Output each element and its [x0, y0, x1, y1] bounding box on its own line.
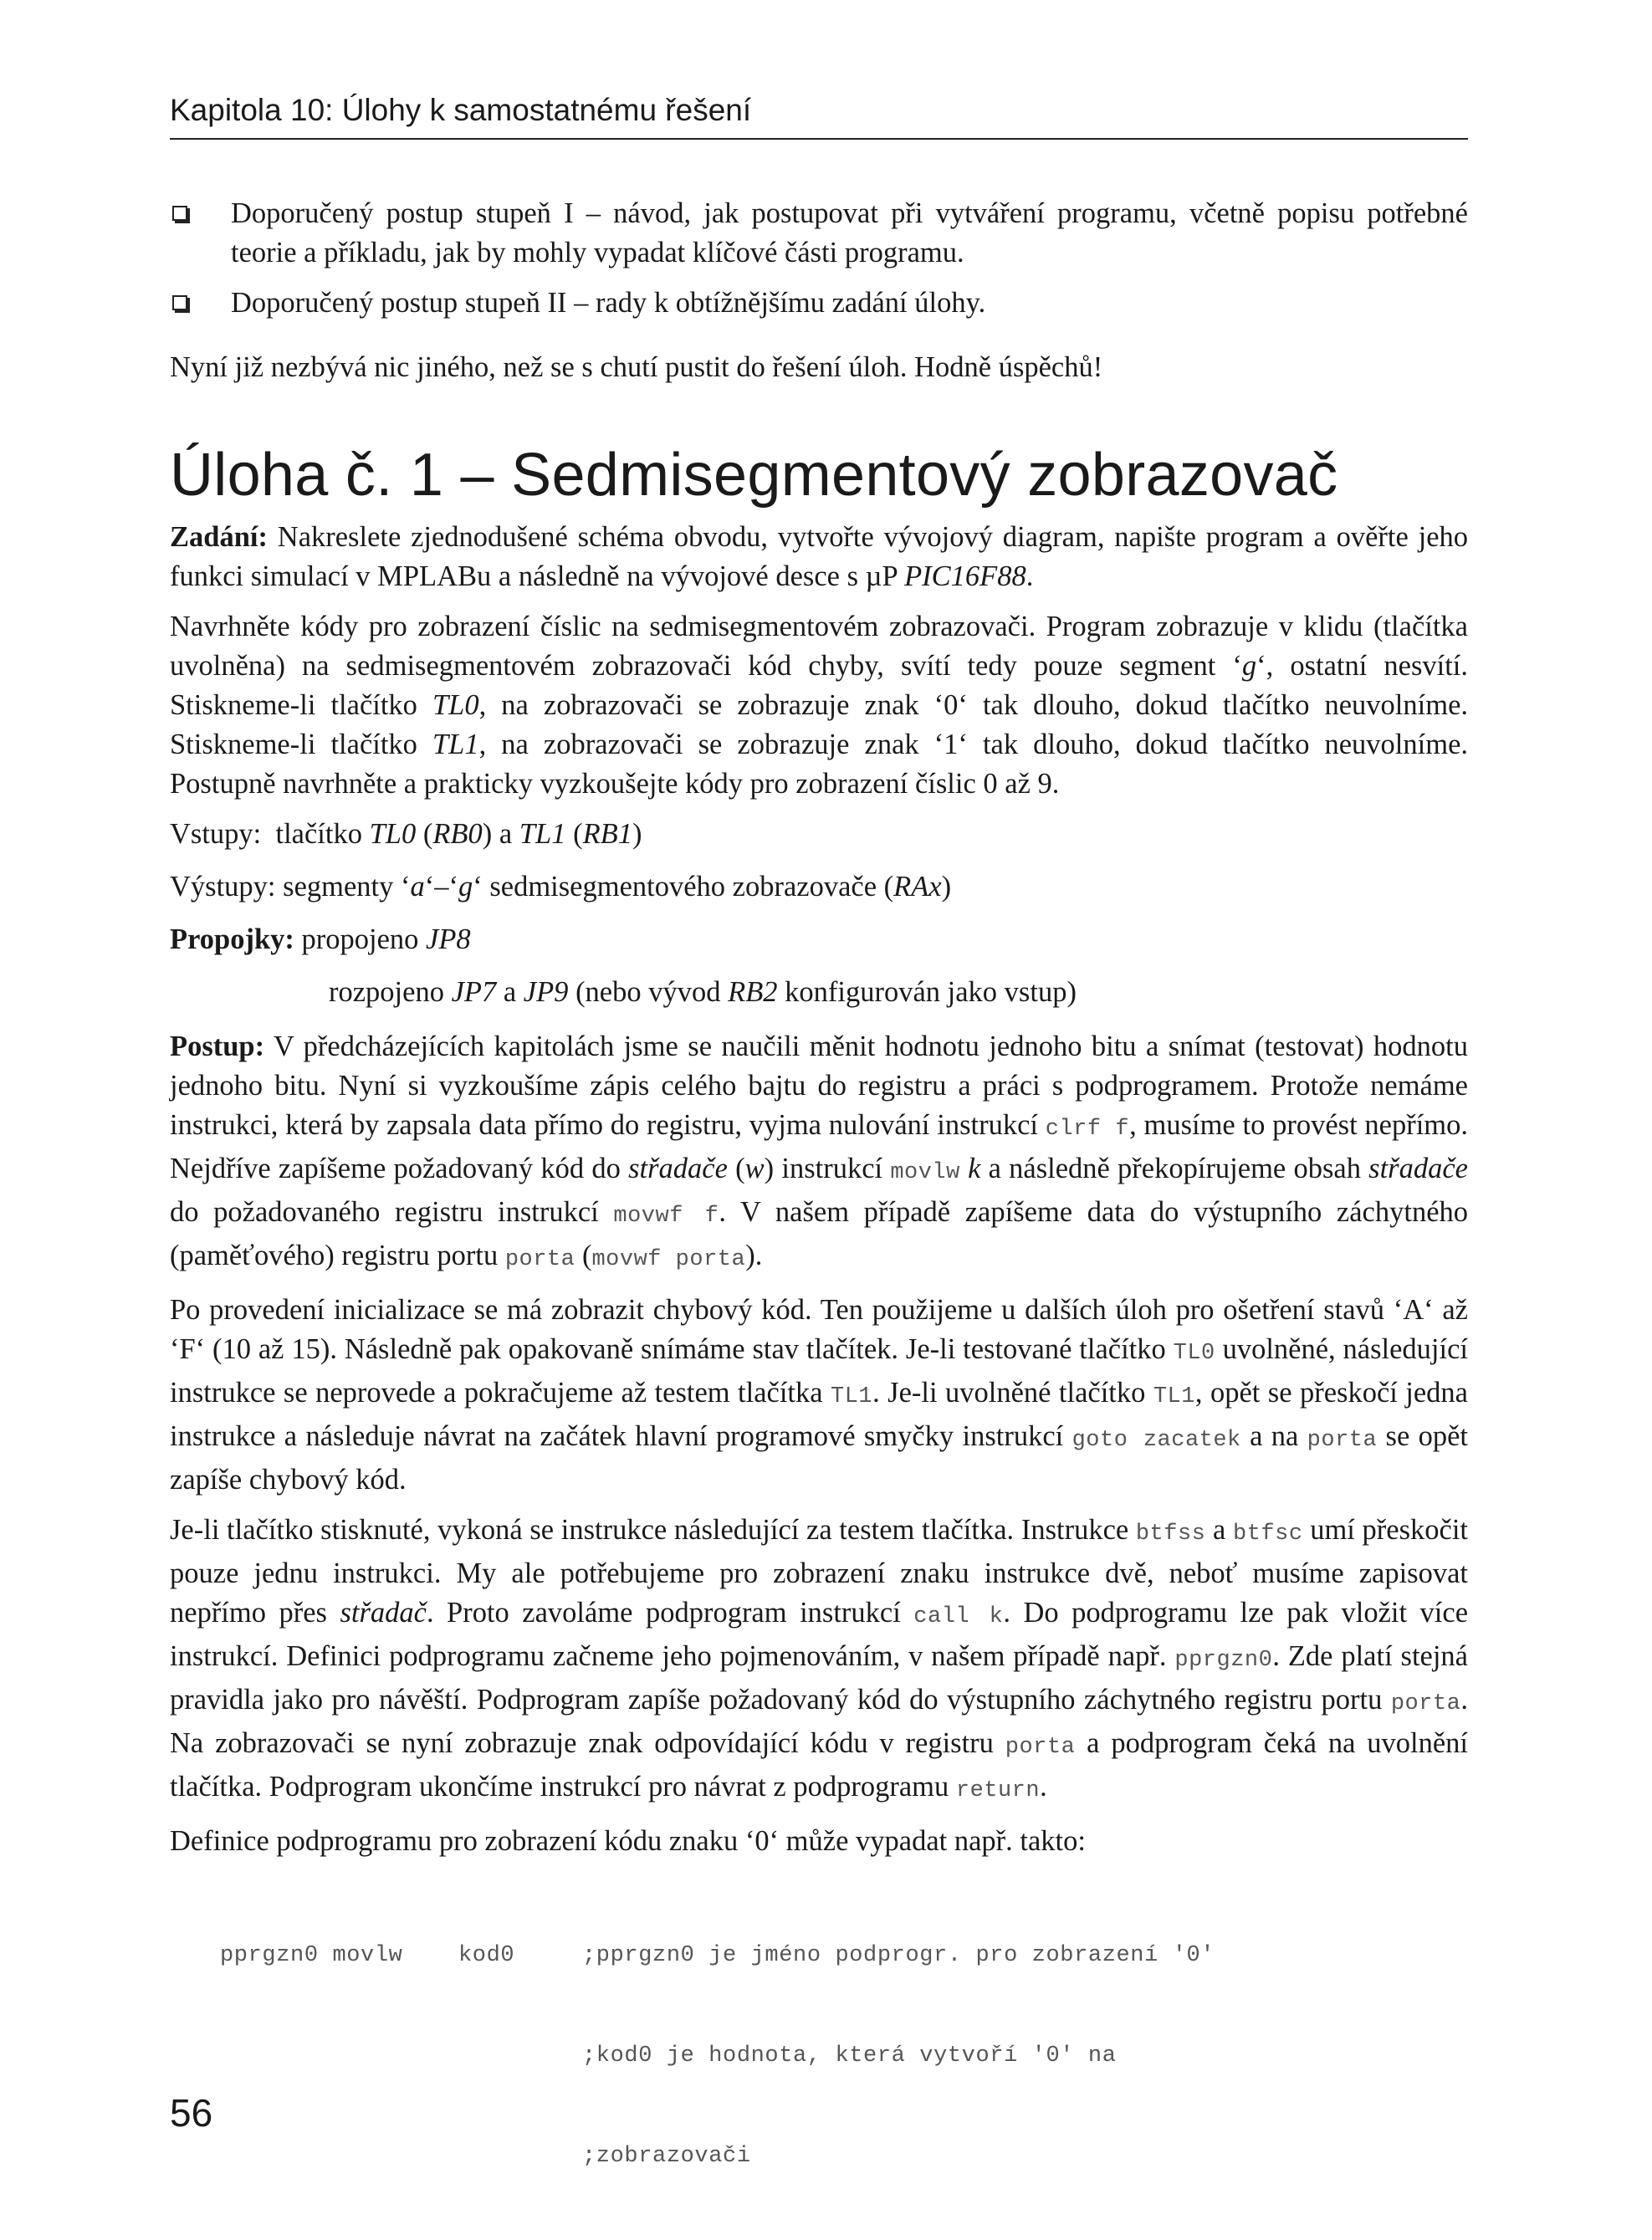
header-rule	[170, 138, 1468, 140]
outputs-line: Výstupy: segmenty ‘a‘–‘g‘ sedmisegmentového zobrazovače (RAx)	[170, 871, 952, 903]
code-listing	[170, 1872, 1468, 2240]
jumpers-line: Propojky: propojeno JP8	[170, 923, 471, 955]
page-content	[170, 194, 1468, 2240]
list-item-text: Doporučený postup stupeň I – návod, jak postupovat při vytváření programu, včetně popisu potřebné teorie a příkladu, jak by mohly vypadat klíčové části programu.	[231, 197, 1468, 268]
procedure-label: Postup:	[170, 1031, 265, 1062]
inputs-label: Vstupy:	[170, 818, 262, 850]
code-line: pprgzn0 movlw kod0 ;pprgzn0 je jméno podprogr. pro zobrazení '0'	[220, 1943, 1215, 1968]
press-paragraph: Je-li tlačítko stisknuté, vykoná se instrukce následující za testem tlačítka. Instrukce btfss a btfsc umí přeskočit pouze jednu instrukci. My ale potřebujeme pro zobrazení znaku instrukce dvě, neboť musíme zapisovat nepřímo přes střadač. Proto zavoláme podprogram instrukcí call k. Do podprogramu lze pak vložit více instrukcí. Definici podprogramu začneme jeho pojmenováním, v našem případě např. pprgzn0. Zde platí stejná pravidla jako pro návěští. Podprogram zapíše požadovaný kód do výstupního záchytného registru portu porta. Na zobrazovači se nyní zobrazuje znak odpovídající kódu v registru porta a podprogram čeká na uvolnění tlačítka. Podprogram ukončíme instrukcí pro návrat z podprogramu return.	[170, 1514, 1469, 1803]
intro-closing-paragraph: Nyní již nezbývá nic jiného, než se s chutí pustit do řešení úloh. Hodně úspěchů!	[170, 351, 1103, 383]
init-paragraph: Po provedení inicializace se má zobrazit chybový kód. Ten použijeme u dalších úloh pro ošetření stavů ‘A‘ až ‘F‘ (10 až 15). Následně pak opakovaně snímáme stav tlačítek. Je-li testované tlačítko TL0 uvolněné, následující instrukce se neprovede a pokračujeme až testem tlačítka TL1. Je-li uvolněné tlačítko TL1, opět se přeskočí jedna instrukce a následuje návrat na začátek hlavní programové smyčky instrukcí goto zacatek a na porta se opět zapíše chybový kód.	[170, 1294, 1469, 1496]
list-item-text: Doporučený postup stupeň II – rady k obtížnějšímu zadání úlohy.	[231, 287, 986, 319]
jumpers-line-2: rozpojeno JP7 a JP9 (nebo vývod RB2 konfigurován jako vstup)	[329, 976, 1077, 1008]
outputs-label: Výstupy:	[170, 871, 276, 903]
code-line: ;kod0 je hodnota, která vytvoří '0' na	[582, 2043, 1117, 2069]
inputs-line: Vstupy: tlačítko TL0 (RB0) a TL1 (RB1)	[170, 818, 642, 850]
jumpers-label: Propojky:	[170, 923, 294, 955]
checkbox-bullet-icon	[172, 295, 187, 310]
page-number: 56	[170, 2091, 213, 2135]
task-heading: Úloha č. 1 – Sedmisegmentový zobrazovač	[170, 442, 1338, 509]
assignment-label: Zadání:	[170, 521, 268, 553]
description-paragraph: Navrhněte kódy pro zobrazení číslic na sedmisegmentovém zobrazovači. Program zobrazuje v klidu (tlačítka uvolněna) na sedmisegmentovém zobrazovači kód chyby, svítí tedy pouze segment ‘g‘, ostatní nesvítí. Stiskneme-li tlačítko TL0, na zobrazovači se zobrazuje znak ‘0‘ tak dlouho, dokud tlačítko neuvolníme. Stiskneme-li tlačítko TL1, na zobrazovači se zobrazuje znak ‘1‘ tak dlouho, dokud tlačítko neuvolníme. Postupně navrhněte a prakticky vyzkoušejte kódy pro zobrazení číslic 0 až 9.	[170, 611, 1469, 800]
procedure-paragraph: Postup: V předcházejících kapitolách jsme se naučili měnit hodnotu jednoho bitu a snímat (testovat) hodnotu jednoho bitu. Nyní si vyzkoušíme zápis celého bajtu do registru a práci s podprogramem. Protože nemáme instrukci, která by zapsala data přímo do registru, vyjma nulování instrukcí clrf f, musíme to provést nepřímo. Nejdříve zapíšeme požadovaný kód do střadače (w) instrukcí movlw k a následně překopírujeme obsah střadače do požadovaného registru instrukcí movwf f. V našem případě zapíšeme data do výstupního záchytného (paměťového) registru portu porta (movwf porta).	[170, 1031, 1469, 1272]
definition-paragraph: Definice podprogramu pro zobrazení kódu znaku ‘0‘ může vypadat např. takto:	[170, 1825, 1086, 1857]
list-item	[170, 194, 1468, 273]
running-header-title: Kapitola 10: Úlohy k samostatnému řešení	[170, 93, 752, 127]
code-line: ;zobrazovači	[582, 2144, 751, 2169]
chip-name: PIC16F88	[904, 560, 1026, 592]
checkbox-bullet-icon	[172, 206, 187, 221]
list-item	[170, 284, 1468, 323]
assignment-paragraph: Zadání: Nakreslete zjednodušené schéma obvodu, vytvořte vývojový diagram, napište program a ověřte jeho funkci simulací v MPLABu a následně na vývojové desce s µP PIC16F88.	[170, 521, 1469, 592]
